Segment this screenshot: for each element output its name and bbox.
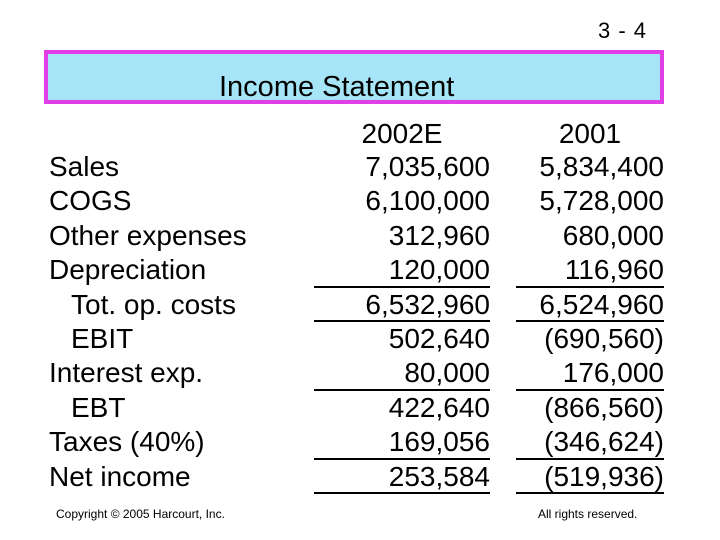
row-label-ebt: EBT	[71, 391, 126, 423]
value-2001-depreciation: 116,960	[516, 253, 664, 287]
value-2002e-total-operating-costs: 6,532,960	[314, 288, 490, 322]
row-label-depreciation: Depreciation	[49, 254, 207, 286]
value-2001-sales: 5,834,400	[539, 151, 664, 182]
value-2002e-sales: 7,035,600	[365, 151, 490, 182]
value-2002e-ebit: 502,640	[388, 322, 490, 354]
value-2001-ebt: (866,560)	[544, 391, 664, 423]
value-2001-ebit: (690,560)	[544, 322, 664, 354]
row-label-interest-expense: Interest exp.	[49, 357, 204, 389]
row-label-cogs: COGS	[49, 185, 132, 217]
row-label-net-income: Net income	[49, 460, 191, 492]
column-header-2001: 2001	[558, 118, 622, 149]
value-2002e-taxes: 169,056	[314, 425, 490, 459]
value-2001-other-expenses: 680,000	[562, 219, 664, 251]
row-labels	[49, 150, 247, 494]
value-2002e-depreciation: 120,000	[314, 253, 490, 287]
row-label-sales: Sales	[49, 151, 120, 182]
page-title: Income Statement	[219, 71, 455, 103]
value-2001-net-income: (519,936)	[516, 460, 664, 494]
row-label-taxes: Taxes (40%)	[49, 426, 205, 458]
value-2001-taxes: (346,624)	[516, 425, 664, 459]
row-label-other-expenses: Other expenses	[49, 219, 247, 251]
column-2001-values	[516, 150, 664, 494]
value-2001-total-operating-costs: 6,524,960	[516, 288, 664, 322]
value-2002e-interest-expense: 80,000	[314, 356, 490, 390]
row-label-total-operating-costs: Tot. op. costs	[71, 288, 236, 320]
column-2002e-values	[314, 150, 490, 494]
rights-notice: All rights reserved.	[538, 507, 638, 521]
value-2002e-cogs: 6,100,000	[365, 185, 490, 217]
value-2002e-other-expenses: 312,960	[388, 219, 490, 251]
value-2001-interest-expense: 176,000	[516, 356, 664, 390]
row-label-ebit: EBIT	[71, 322, 134, 354]
value-2002e-net-income: 253,584	[314, 460, 490, 494]
value-2001-cogs: 5,728,000	[539, 185, 664, 217]
column-header-2002e: 2002E	[361, 118, 443, 149]
slide-number: 3 - 4	[598, 18, 648, 43]
copyright-notice: Copyright © 2005 Harcourt, Inc.	[56, 507, 225, 521]
value-2002e-ebt: 422,640	[388, 391, 490, 423]
